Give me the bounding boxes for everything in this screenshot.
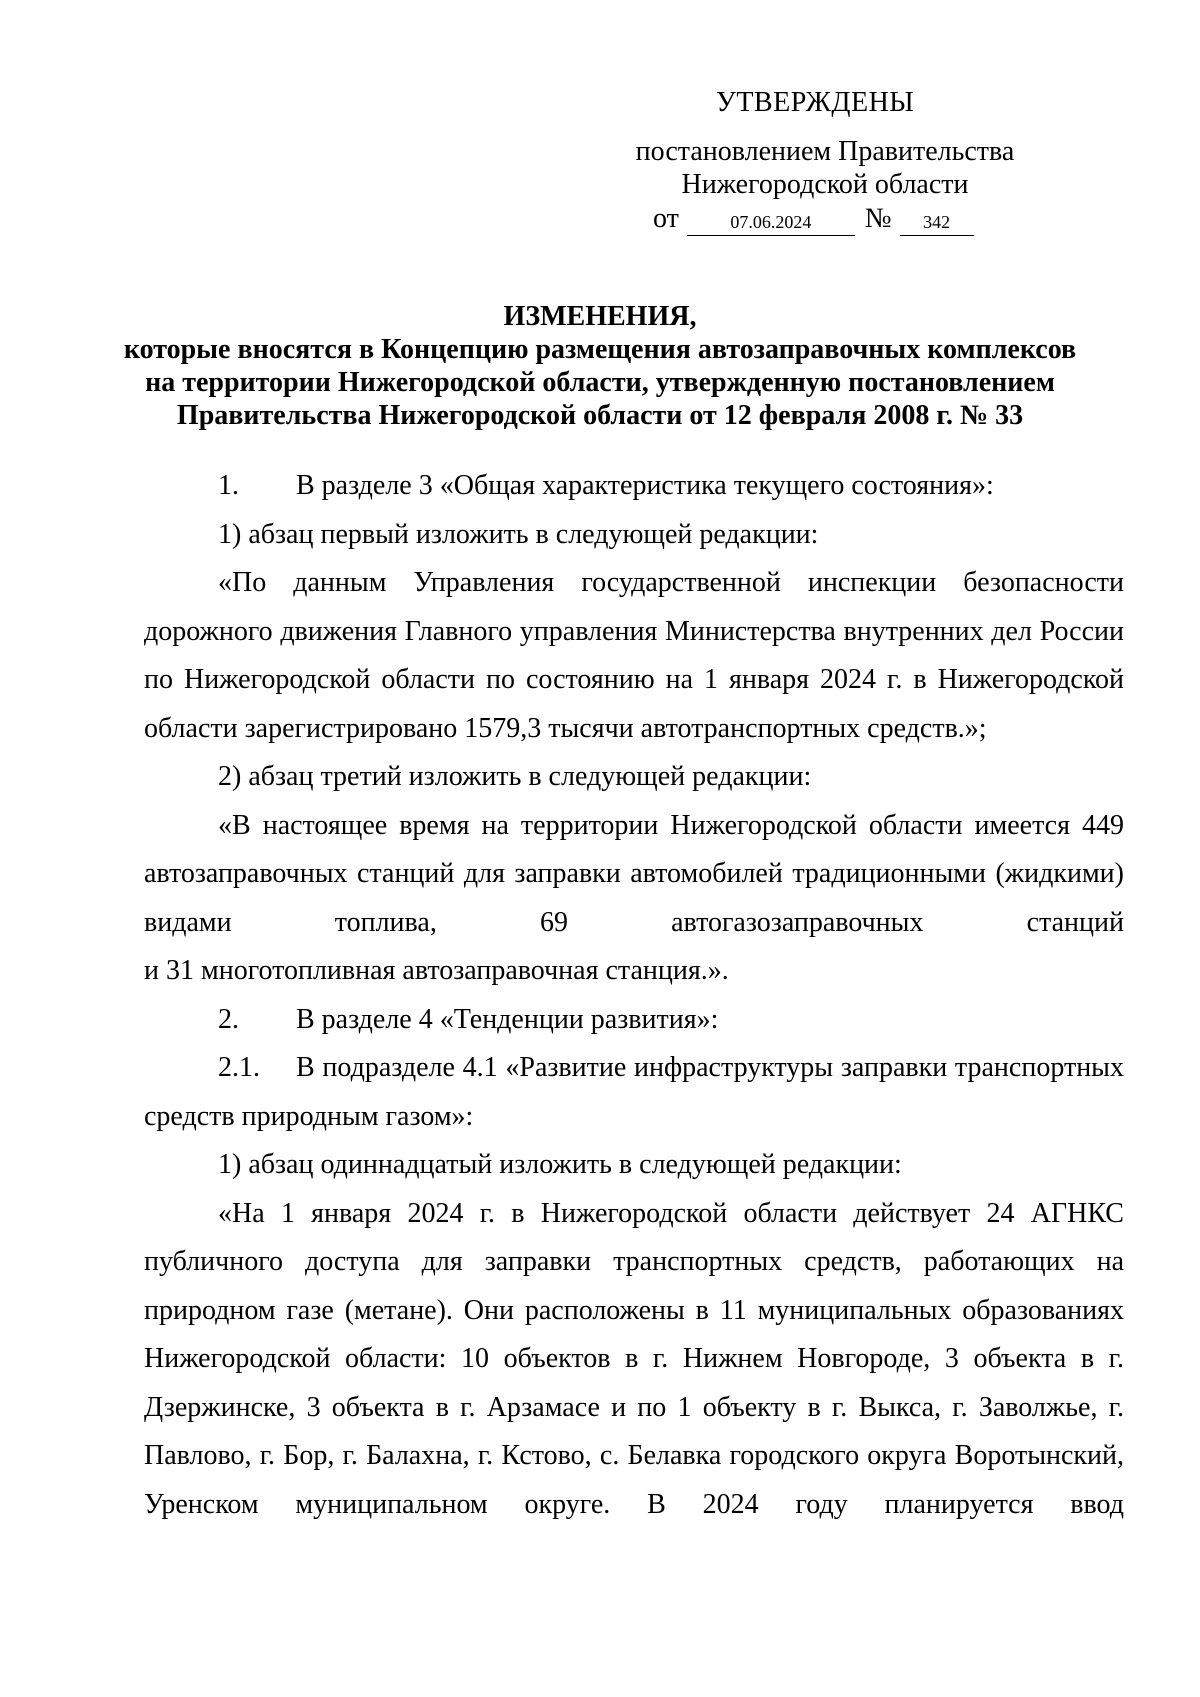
paragraph-3: «По данным Управления государственной инспекции безопасности дорожного движения Главного управления Министерства внутренних дел России по Нижегородской области по состоянию на 1 января 2024 г. в Нижегородской области зарегистрировано 1579,3 тысячи автотранспортных средств.»; [144,567,1124,744]
paragraph-5-tail: и 31 многотопливная автозаправочная станция.». [144,955,729,986]
document-body [144,462,1124,1529]
paragraph-number: 2. [218,1003,239,1035]
date-prefix: от [653,203,679,234]
paragraph-4: 2) абзац третий изложить в следующей редакции: [218,761,812,792]
paragraph-text: В разделе 4 «Тенденции развития»: [296,1003,719,1035]
paragraph-text: В разделе 3 «Общая характеристика текущего состояния»: [296,470,994,501]
document-subtitle-line-3: Правительства Нижегородской области от 12 февраля 2008 г. № 33 [176,400,1024,431]
paragraph-9: «На 1 января 2024 г. в Нижегородской области действует 24 АГНКС публичного доступа для заправки транспортных средств, работающих на природном газе (метане). Они расположены в 11 муниципальных образованиях Нижегородской области: 10 объектов в г. Нижнем Новгороде, 3 объекта в г. Дзержинске, 3 объекта в г. Арзамасе и по 1 объекту в г. Выкса, г. Заволжье, г. Павлово, г. Бор, г. Балахна, г. Кстово, с. Белавка городского округа Воротынский, Уренском муниципальном округе. В 2024 году планируется ввод [144,1197,1124,1520]
paragraph-text: В подразделе 4.1 «Развитие инфраструктуры заправки транспортных средств природным газом»: [144,1052,1124,1132]
document-title: ИЗМЕНЕНИЯ, [503,301,697,332]
approval-line-1: постановлением Правительства [635,136,1015,167]
paragraph-7 [144,1044,1124,1141]
paragraph-1 [144,462,1124,511]
paragraph-number: 1. [218,470,239,501]
document-subtitle-line-1: которые вносятся в Концепцию размещения автозаправочных комплексов [123,334,1077,365]
approval-number: 342 [900,211,974,236]
paragraph-8: 1) абзац одиннадцатый изложить в следующей редакции: [218,1149,902,1180]
approval-date: 07.06.2024 [687,211,855,236]
approval-date-line [653,202,974,236]
document-subtitle-line-2: на территории Нижегородской области, утвержденную постановлением [145,367,1055,398]
number-sign: № [864,203,892,234]
approval-line-2: Нижегородской области [681,169,969,200]
paragraph-number: 2.1. [218,1052,260,1083]
paragraph-6 [144,996,1124,1045]
paragraph-2: 1) абзац первый изложить в следующей редакции: [218,518,819,550]
approval-title: УТВЕРЖДЕНЫ [716,87,915,118]
paragraph-5: «В настоящее время на территории Нижегородской области имеется 449 автозаправочных станций для заправки автомобилей традиционными (жидкими) видами топлива, 69 автогазозаправочных станций [144,809,1124,938]
